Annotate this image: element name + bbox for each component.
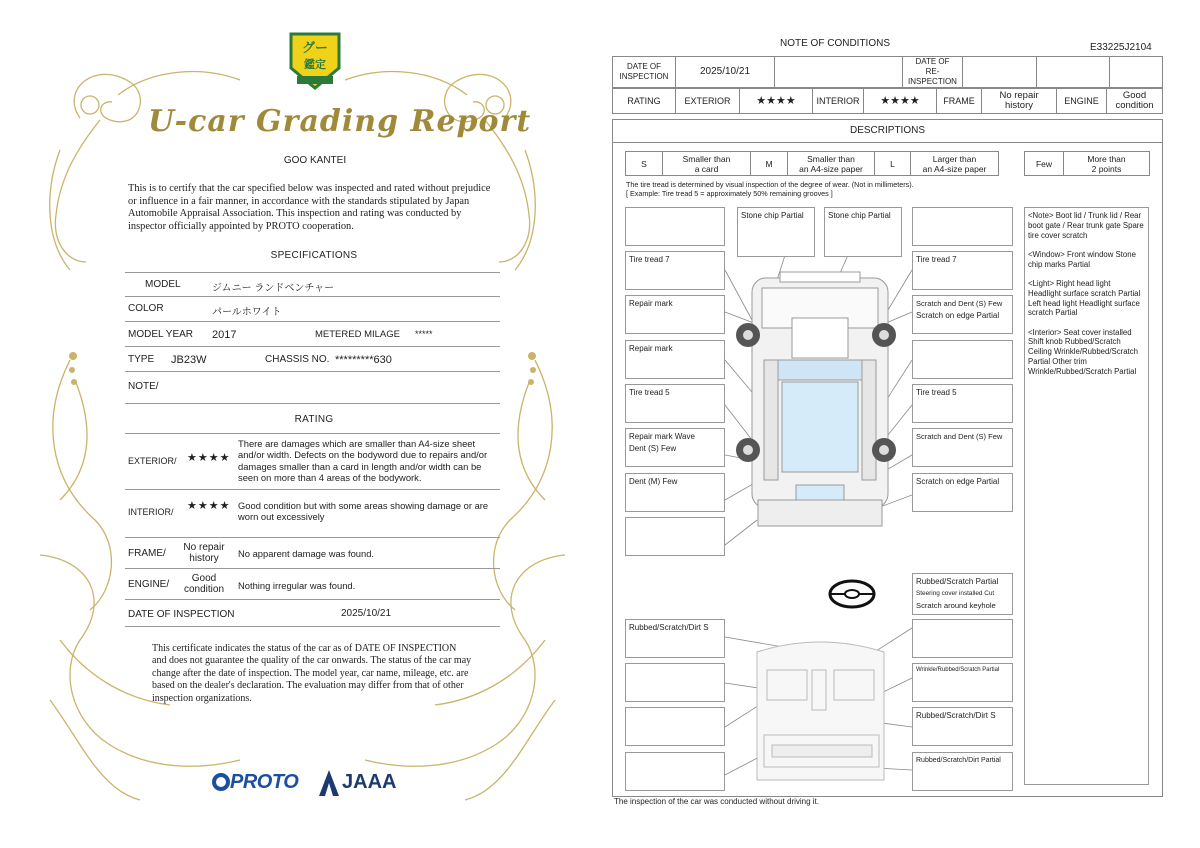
inspection-date-value: 2025/10/21: [341, 608, 392, 619]
model-value: ジムニー ランドベンチャー: [212, 283, 335, 294]
engine-description: Nothing irregular was found.: [238, 580, 356, 591]
frame-rating-row: [125, 538, 500, 569]
note-general: <Note> Boot lid / Trunk lid / Rear boot gate / Rear trunk gate Spare tire cover scratch: [1028, 211, 1144, 240]
descriptions-heading: DESCRIPTIONS: [612, 119, 1163, 143]
exterior-label: EXTERIOR: [676, 89, 740, 114]
certificate-organization: GOO KANTEI: [283, 155, 347, 166]
sheet-footer: The inspection of the car was conducted without driving it.: [614, 797, 819, 806]
exterior-box-right-2: Tire tread 7: [912, 251, 1013, 290]
interior-box-right-4: Rubbed/Scratch/Dirt Partial: [912, 752, 1013, 791]
exterior-box-right-5: Tire tread 5: [912, 384, 1013, 423]
interior-label: INTERIOR/: [128, 507, 174, 517]
legend-few-desc: More than 2 points: [1064, 152, 1150, 176]
reinspection-label: DATE OF RE-INSPECTION: [903, 57, 963, 88]
exterior-box-left-4: Repair mark: [625, 340, 725, 379]
note-label: NOTE/: [128, 381, 159, 392]
sheet-title: NOTE OF CONDITIONS: [780, 38, 890, 49]
car-top-view-icon: [752, 272, 888, 526]
frame-label: FRAME: [937, 89, 982, 114]
proto-logo-mark-icon: [212, 771, 230, 795]
inspection-date-label: DATE OF INSPECTION: [128, 609, 235, 620]
frame-value: No repair history: [982, 89, 1057, 114]
certificate-title: U-car Grading Report: [148, 104, 532, 139]
exterior-box-right-7: Scratch on edge Partial: [912, 473, 1013, 512]
chassis-label: CHASSIS NO.: [265, 354, 330, 365]
exterior-box-top-3: Stone chip Partial: [824, 207, 902, 257]
model-year-row: [125, 322, 500, 347]
exterior-box-left-7: Dent (M) Few: [625, 473, 725, 512]
exterior-box-left-8: [625, 517, 725, 556]
svg-text:グー: グー: [301, 41, 329, 56]
inspection-date-row: [125, 600, 500, 627]
interior-rating-row: [125, 490, 500, 538]
interior-box-right-2: Wrinkle/Rubbed/Scratch Partial: [912, 663, 1013, 702]
specifications-heading: SPECIFICATIONS: [270, 250, 358, 261]
interior-stars: ★★★★: [864, 89, 937, 114]
frame-description: No apparent damage was found.: [238, 548, 375, 559]
blank-cell: [1037, 57, 1110, 88]
type-label: TYPE: [128, 354, 155, 365]
engine-value: Good condition: [1107, 89, 1163, 114]
exterior-box-top-left: [625, 207, 725, 246]
model-row: [125, 272, 500, 297]
exterior-box-left-5: Tire tread 5: [625, 384, 725, 423]
exterior-box-right-3: Scratch and Dent (S) Few Scratch on edge Partial: [912, 295, 1013, 334]
exterior-rating-row: [125, 433, 500, 490]
interior-box-left-3: [625, 707, 725, 746]
legend-m-desc: Smaller than an A4-size paper: [788, 152, 875, 176]
type-value: JB23W: [171, 354, 207, 366]
note-window: <Window> Front window Stone chip marks Partial: [1028, 249, 1136, 269]
interior-label: INTERIOR: [813, 89, 864, 114]
steering-wheel-icon: [830, 581, 874, 607]
engine-label: ENGINE/: [128, 579, 170, 590]
exterior-box-left-2: Tire tread 7: [625, 251, 725, 290]
legend-m: M: [751, 152, 788, 176]
engine-rating-row: [125, 569, 500, 600]
interior-description: Good condition but with some areas showing damage or are worn out excessively: [238, 500, 489, 523]
certificate-intro: This is to certify that the car specified below was inspected and rated without prejudice or influence in a fair manner, in accordance with the standards stipulated by Japan Automobile Appraisal Association. This inspection and rating was conducted by inspector officially appointed by PROTO cooperation.: [128, 183, 491, 232]
blank-cell: [775, 57, 903, 88]
frame-label: FRAME/: [128, 548, 166, 559]
exterior-box-top-2: Stone chip Partial: [737, 207, 815, 257]
chassis-value: *********630: [335, 354, 392, 366]
interior-box-left-2: [625, 663, 725, 702]
note-light: <Light> Right head light Headlight surface scratch Partial Left head light Headlight surface scratch Partial: [1028, 278, 1141, 318]
exterior-box-top-right: [912, 207, 1013, 246]
car-interior-view-icon: [757, 642, 884, 780]
mileage-label: METERED MILAGE: [315, 329, 400, 340]
damage-size-legend: [625, 151, 999, 176]
goo-kantei-badge-icon: [287, 30, 343, 92]
legend-few: Few: [1025, 152, 1064, 176]
model-year-value: 2017: [212, 329, 237, 341]
date-of-inspection-value: 2025/10/21: [676, 57, 775, 88]
date-of-inspection-label: DATE OF INSPECTION: [613, 57, 676, 88]
inspection-date-table: [612, 56, 1163, 88]
tire-tread-note: The tire tread is determined by visual inspection of the degree of wear. (Not in millimeters). [ Example: Tire tread 5 = approximately 50% remaining grooves ]: [626, 180, 914, 198]
engine-label: ENGINE: [1057, 89, 1107, 114]
interior-box-right-3: Rubbed/Scratch/Dirt S: [912, 707, 1013, 746]
sheet-code: E33225J2104: [1090, 42, 1152, 53]
legend-s: S: [626, 152, 663, 176]
blank-cell: [1110, 57, 1163, 88]
interior-box-left-4: [625, 752, 725, 791]
steering-box: Rubbed/Scratch Partial Steering cover installed Cut Scratch around keyhole: [912, 573, 1013, 615]
legend-s-desc: Smaller than a card: [663, 152, 751, 176]
jaaa-logo-mark-icon: [318, 769, 340, 797]
color-label: COLOR: [128, 303, 164, 314]
exterior-label: EXTERIOR/: [128, 456, 177, 466]
type-row: [125, 347, 500, 372]
exterior-description: There are damages which are smaller than A4-size sheet and/or width. Defects on the bodyword due to repairs and/or damages smaller than a card in length and/or width can be seen on more than 4 areas of the bodywork.: [238, 438, 488, 484]
exterior-box-left-6: Repair mark Wave Dent (S) Few: [625, 428, 725, 467]
frame-value: No repair history: [183, 542, 225, 564]
rating-label: RATING: [613, 89, 676, 114]
svg-text:鑑定: 鑑定: [304, 58, 326, 71]
reinspection-value: [963, 57, 1037, 88]
notes-panel: [1024, 207, 1149, 785]
certificate-footer: This certificate indicates the status of the car as of DATE OF INSPECTION and does not guarantee the quality of the car onwards. The status of the car may change after the date of inspection. The model year, car name, mileage, etc. are based on the dealer's declaration. The evaluation may differ from that of other inspection organizations.: [152, 643, 472, 704]
note-interior: <Interior> Seat cover installed Shift knob Rubbed/Scratch Ceiling Wrinkle/Rubbed/Scratch Partial Other trim Wrinkle/Rubbed/Scratch Partial: [1028, 327, 1138, 376]
color-row: [125, 297, 500, 322]
color-value: パールホワイト: [212, 307, 282, 318]
legend-l: L: [875, 152, 911, 176]
proto-logo: PROTO: [230, 771, 299, 793]
rating-heading: RATING: [294, 414, 334, 425]
interior-box-right-1: [912, 619, 1013, 658]
engine-value: Good condition: [183, 573, 225, 595]
exterior-box-right-6: Scratch and Dent (S) Few: [912, 428, 1013, 467]
exterior-stars: ★★★★: [740, 89, 813, 114]
exterior-box-right-4: [912, 340, 1013, 379]
legend-l-desc: Larger than an A4-size paper: [911, 152, 999, 176]
mileage-value: *****: [415, 329, 433, 339]
interior-box-left-1: Rubbed/Scratch/Dirt S: [625, 619, 725, 658]
jaaa-logo: JAAA: [342, 771, 397, 793]
exterior-box-left-3: Repair mark: [625, 295, 725, 334]
model-year-label: MODEL YEAR: [128, 329, 194, 340]
exterior-stars: ★★★★: [187, 452, 231, 464]
interior-stars: ★★★★: [187, 500, 231, 512]
note-row: [125, 372, 500, 404]
model-label: MODEL: [145, 279, 181, 290]
damage-count-legend: [1024, 151, 1150, 176]
rating-summary-table: [612, 88, 1163, 114]
